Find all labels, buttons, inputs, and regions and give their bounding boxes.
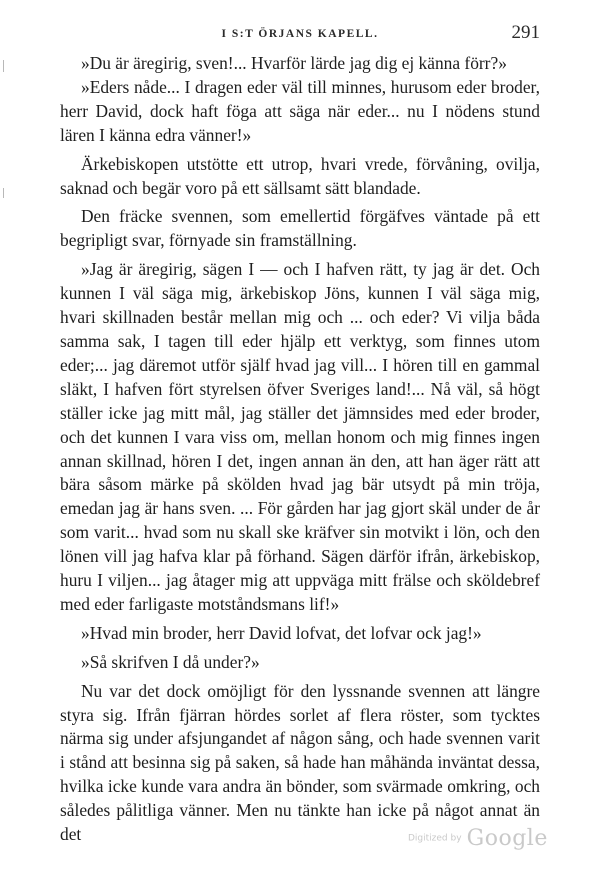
paragraph: Nu var det dock omöjligt för den lyssnande svennen att längre styra sig. Ifrån fjärran hördes sorlet af flera röster, som tycktes närma sig under afsjungandet af någon sång, och hade svennen varit i stånd att besinna sig på saken, så hade han måhända inväntat dessa, hvilka icke kunde vara andra än bönder, som svärmade omkring, och således pålitliga vänner. Men nu tänkte han icke på något annat än det <box>60 680 540 845</box>
paragraph: »Hvad min broder, herr David lofvat, det lofvar ock jag!» <box>81 622 482 643</box>
chapter-title: I S:T ÖRJANS KAPELL. <box>221 28 379 40</box>
book-page <box>60 18 540 847</box>
watermark-prefix: Digitized by <box>408 833 462 844</box>
digitized-by-google-watermark <box>408 826 548 851</box>
paragraph: »Jag är äregirig, sägen I — och I hafven rätt, ty jag är det. Och kunnen I väl säga mig, ärkebiskop Jöns, kunnen I väl säga mig, hvari skillnaden består mellan mig och ... och eder? Vi vilja båda samma sak, I tagen till eder hjälp ett verktyg, som finnes utom eder;... jag däremot utför själf hvad jag vill... I hören till en gammal släkt, I hafven fört styrelsen öfver Sveriges land!... Nå väl, så högt ställer icke jag mitt mål, jag ställer det jämnsides med eder broder, och det kunnen I vara viss om, mellan honom och mig finnes ingen annan skillnad, hören I det, ingen annan än den, att han äger rätt att bära såsom märke på skölden hvad jag bär utsydt på min tröja, emedan jag är hans sven. ... För gården har jag gjort skäl under de år som varit... hvad som nu skall ske kräfver sin motvikt i lön, och den lönen vill jag hafva klar på förhand. Sägen därför ifrån, ärkebiskop, huru I viljen... jag åtager mig att uppväga mitt frälse och sköldebref med eder farligaste motståndsmans lif!» <box>60 259 540 614</box>
page-body <box>60 52 540 847</box>
running-head <box>60 18 540 52</box>
paragraph: »Du är äregirig, sven!... Hvarför lärde jag dig ej känna förr?» <box>81 53 507 73</box>
paragraph: »Så skrifven I då under?» <box>81 651 260 672</box>
paragraph: Den fräcke svennen, som emellertid förgäfves väntade på ett begripligt svar, förnyade sin framställning. <box>60 206 540 251</box>
paragraph: Ärkebiskopen utstötte ett utrop, hvari vrede, förvåning, ovilja, saknad och begär voro på ett sällsamt sätt blandade. <box>60 153 540 198</box>
paragraph: »Eders nåde... I dragen eder väl till minnes, hurusom eder broder, herr David, dock haft föga att säga när eder... nu I nödens stund lären I känna edra vänner!» <box>60 76 540 145</box>
page-number: 291 <box>511 22 540 43</box>
scan-margin-mark <box>3 60 4 72</box>
scan-margin-mark <box>3 188 4 198</box>
google-logo: Google <box>466 826 548 851</box>
